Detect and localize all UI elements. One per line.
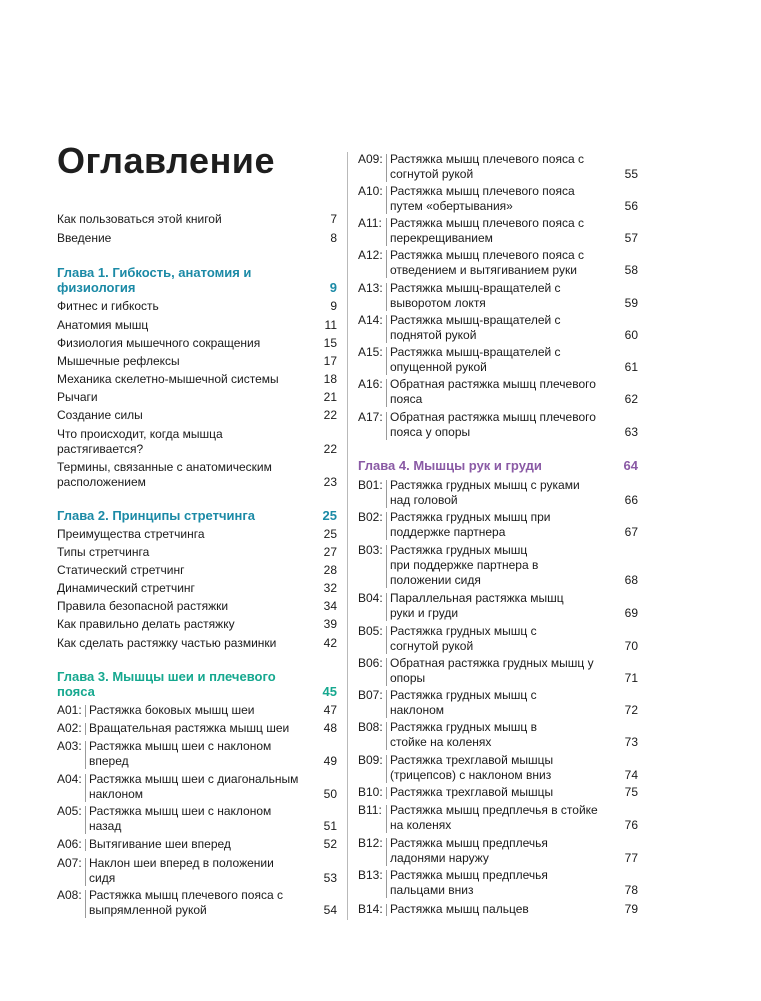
toc-entry[interactable]: Термины, связанные с анатомическим расположением 23 xyxy=(57,460,337,489)
toc-exercise-entry[interactable]: A10: Растяжка мышц плечевого пояса путем «обертывания» 56 xyxy=(358,184,638,213)
toc-exercise-entry[interactable]: B09: Растяжка трехглавой мышцы (трицепсов) с наклоном вниз 74 xyxy=(358,753,638,782)
toc-exercise-entry[interactable]: A04: Растяжка мышц шеи с диагональным наклоном 50 xyxy=(57,772,337,801)
toc-exercise-entry[interactable]: A17: Обратная растяжка мышц плечевого пояса у опоры 63 xyxy=(358,410,638,439)
toc-entry[interactable]: Механика скелетно-мышечной системы 18 xyxy=(57,372,337,386)
toc-exercise-entry[interactable]: B08: Растяжка грудных мышц в стойке на коленях 73 xyxy=(358,720,638,749)
toc-exercise-entry[interactable]: B03: Растяжка грудных мышц при поддержке партнера в положении сидя 68 xyxy=(358,543,638,587)
column-divider xyxy=(347,152,348,920)
chapter-heading-1[interactable]: Глава 1. Гибкость, анатомия и физиология 9 xyxy=(57,265,337,295)
toc-exercise-entry[interactable]: B11: Растяжка мышц предплечья в стойке на коленях 76 xyxy=(358,803,638,832)
toc-exercise-entry[interactable]: A03: Растяжка мышц шеи с наклоном вперед 49 xyxy=(57,739,337,768)
toc-exercise-entry[interactable]: A15: Растяжка мышц-вращателей с опущенной рукой 61 xyxy=(358,345,638,374)
toc-exercise-entry[interactable]: B06: Обратная растяжка грудных мышц у опоры 71 xyxy=(358,656,638,685)
toc-entry[interactable]: Типы стретчинга 27 xyxy=(57,545,337,559)
toc-entry[interactable]: Как сделать растяжку частью разминки 42 xyxy=(57,636,337,650)
toc-entry[interactable]: Рычаги 21 xyxy=(57,390,337,404)
toc-entry[interactable]: Что происходит, когда мышца растягивается? 22 xyxy=(57,427,337,456)
chapter-heading-2[interactable]: Глава 2. Принципы стретчинга 25 xyxy=(57,508,337,523)
toc-entry[interactable]: Как правильно делать растяжку 39 xyxy=(57,617,337,631)
toc-exercise-entry[interactable]: A01: Растяжка боковых мышц шеи 47 xyxy=(57,703,337,717)
chapter-heading-3[interactable]: Глава 3. Мышцы шеи и плечевого пояса 45 xyxy=(57,669,337,699)
toc-exercise-entry[interactable]: A08: Растяжка мышц плечевого пояса с выпрямленной рукой 54 xyxy=(57,888,337,917)
toc-exercise-entry[interactable]: A11: Растяжка мышц плечевого пояса с перекрещиванием 57 xyxy=(358,216,638,245)
toc-exercise-entry[interactable]: B01: Растяжка грудных мышц с руками над головой 66 xyxy=(358,478,638,507)
toc-entry[interactable]: Преимущества стретчинга 25 xyxy=(57,527,337,541)
toc-entry[interactable]: Создание силы 22 xyxy=(57,408,337,422)
toc-exercise-entry[interactable]: B13: Растяжка мышц предплечья пальцами вниз 78 xyxy=(358,868,638,897)
chapter-heading-4[interactable]: Глава 4. Мышцы рук и груди 64 xyxy=(358,458,638,473)
toc-exercise-entry[interactable]: B05: Растяжка грудных мышц с согнутой рукой 70 xyxy=(358,624,638,653)
toc-exercise-entry[interactable]: B10: Растяжка трехглавой мышцы 75 xyxy=(358,785,638,799)
toc-exercise-entry[interactable]: B14: Растяжка мышц пальцев 79 xyxy=(358,902,638,916)
toc-entry[interactable]: Мышечные рефлексы 17 xyxy=(57,354,337,368)
toc-exercise-entry[interactable]: A13: Растяжка мышц-вращателей с выворотом локтя 59 xyxy=(358,281,638,310)
toc-exercise-entry[interactable]: A16: Обратная растяжка мышц плечевого пояса 62 xyxy=(358,377,638,406)
toc-exercise-entry[interactable]: A12: Растяжка мышц плечевого пояса с отведением и вытягиванием руки 58 xyxy=(358,248,638,277)
toc-exercise-entry[interactable]: A02: Вращательная растяжка мышц шеи 48 xyxy=(57,721,337,735)
toc-entry[interactable]: Как пользоваться этой книгой 7 xyxy=(57,212,337,226)
toc-entry[interactable]: Анатомия мышц 11 xyxy=(57,318,337,332)
toc-exercise-entry[interactable]: A06: Вытягивание шеи вперед 52 xyxy=(57,837,337,851)
toc-exercise-entry[interactable]: A05: Растяжка мышц шеи с наклоном назад 51 xyxy=(57,804,337,833)
toc-entry[interactable]: Введение 8 xyxy=(57,231,337,245)
toc-exercise-entry[interactable]: B04: Параллельная растяжка мышц руки и груди 69 xyxy=(358,591,638,620)
toc-exercise-entry[interactable]: B12: Растяжка мышц предплечья ладонями наружу 77 xyxy=(358,836,638,865)
toc-exercise-entry[interactable]: A07: Наклон шеи вперед в положении сидя 53 xyxy=(57,856,337,885)
toc-entry[interactable]: Статический стретчинг 28 xyxy=(57,563,337,577)
toc-exercise-entry[interactable]: B02: Растяжка грудных мышц при поддержке партнера 67 xyxy=(358,510,638,539)
page-title: Оглавление xyxy=(57,140,275,181)
toc-exercise-entry[interactable]: A09: Растяжка мышц плечевого пояса с согнутой рукой 55 xyxy=(358,152,638,181)
toc-entry[interactable]: Физиология мышечного сокращения 15 xyxy=(57,336,337,350)
toc-exercise-entry[interactable]: B07: Растяжка грудных мышц с наклоном 72 xyxy=(358,688,638,717)
toc-entry[interactable]: Фитнес и гибкость 9 xyxy=(57,299,337,313)
toc-entry[interactable]: Динамический стретчинг 32 xyxy=(57,581,337,595)
toc-exercise-entry[interactable]: A14: Растяжка мышц-вращателей с поднятой рукой 60 xyxy=(358,313,638,342)
toc-entry[interactable]: Правила безопасной растяжки 34 xyxy=(57,599,337,613)
